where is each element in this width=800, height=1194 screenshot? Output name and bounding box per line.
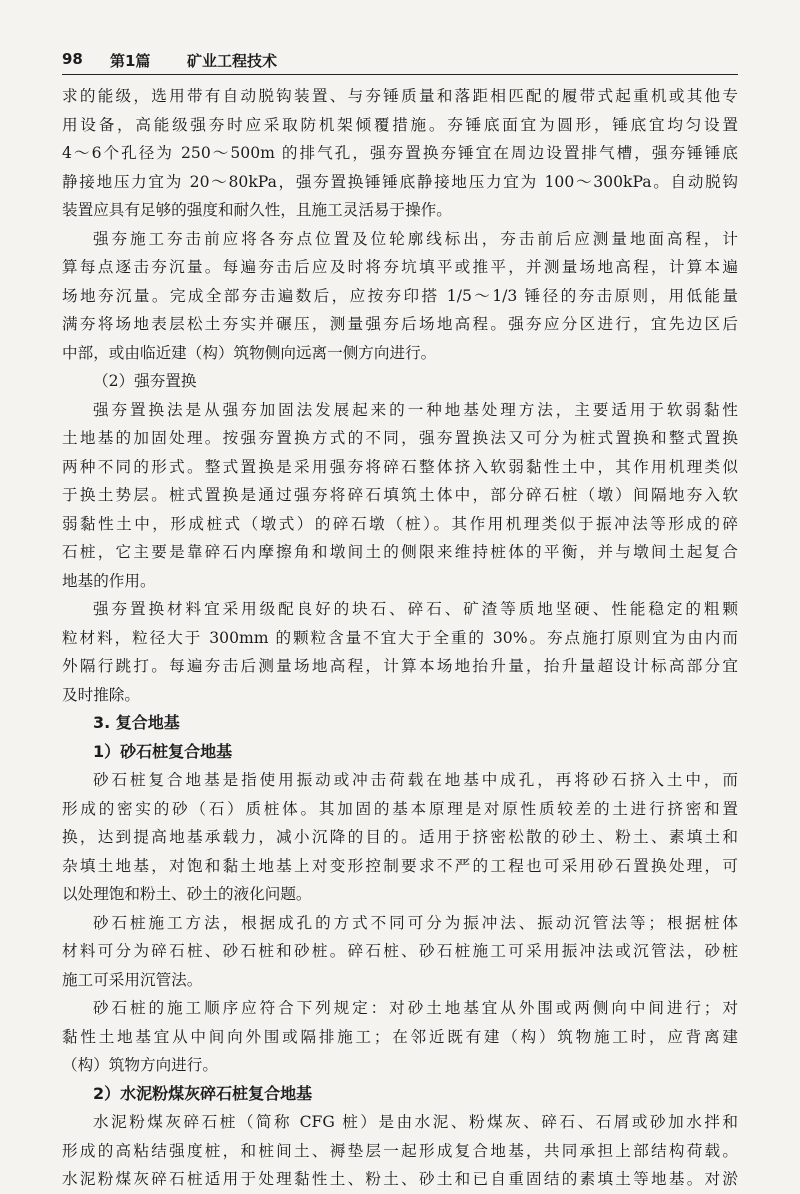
paragraph-line: 形成的高粘结强度桩，和桩间土、褥垫层一起形成复合地基，共同承担上部结构荷载。	[62, 1141, 738, 1160]
paragraph-line: 及时推除。	[62, 685, 140, 704]
paragraph-line: 中部，或由临近建（构）筑物侧向远离一侧方向进行。	[62, 343, 437, 362]
page-number: 98	[62, 50, 83, 68]
subsection-heading: （2）强夯置换	[93, 372, 197, 390]
chapter-label: 第1篇	[110, 52, 151, 70]
page-body	[62, 82, 738, 1194]
paragraph-line: 石桩，它主要是靠碎石内摩擦角和墩间土的侧限来维持桩体的平衡，并与墩间土起复合	[62, 543, 738, 561]
paragraph-line: 换，达到提高地基承载力，减小沉降的目的。适用于挤密松散的砂土、粉土、素填土和	[62, 828, 738, 846]
paragraph-line: 以处理饱和粉土、砂土的液化问题。	[62, 885, 312, 903]
paragraph-line: 场地夯沉量。完成全部夯击遍数后，应按夯印搭 1/5～1/3 锤径的夯击原则，用低能量	[62, 286, 738, 305]
paragraph-line: 强夯施工夯击前应将各夯点位置及位轮廓线标出，夯击前后应测量地面高程，计	[93, 229, 738, 248]
paragraph-line: 强夯置换法是从强夯加固法发展起来的一种地基处理方法，主要适用于软弱黏性	[93, 400, 738, 419]
paragraph-line: 外隔行跳打。每遍夯击后测量场地高程，计算本场地抬升量，抬升量超设计标高部分宜	[62, 657, 738, 675]
paragraph-line: 杂填土地基，对饱和黏土地基上对变形控制要求不严的工程也可采用砂石置换处理，可	[62, 856, 738, 875]
paragraph-line: 于换土势层。桩式置换是通过强夯将碎石填筑土体中，部分碎石桩（墩）间隔地夯入软	[62, 486, 738, 504]
paragraph-line: 水泥粉煤灰碎石桩适用于处理黏性土、粉土、砂土和已自重固结的素填土等地基。对淤	[62, 1170, 738, 1188]
paragraph-line: 砂石桩施工方法，根据成孔的方式不同可分为振冲法、振动沉管法等；根据桩体	[93, 913, 738, 932]
paragraph-line: 水泥粉煤灰碎石桩（简称 CFG 桩）是由水泥、粉煤灰、碎石、石屑或砂加水拌和	[93, 1113, 738, 1131]
paragraph-line: 强夯置换材料宜采用级配良好的块石、碎石、矿渣等质地坚硬、性能稳定的粗颗	[93, 600, 738, 618]
paragraph-line: 地基的作用。	[62, 571, 156, 590]
paragraph-line: 材料可分为碎石桩、砂石桩和砂桩。碎石桩、砂石桩施工可采用振冲法或沉管法，砂桩	[62, 942, 738, 960]
paragraph-line: 4～6个孔径为 250～500m 的排气孔，强夯置换夯锤宜在周边设置排气槽，强夯锤锤底	[62, 144, 738, 162]
paragraph-line: 静接地压力宜为 20～80kPa，强夯置换锤锤底静接地压力宜为 100～300kPa。自动脱钩	[62, 172, 738, 191]
paragraph-line: （构）筑物方向进行。	[62, 1056, 218, 1074]
paragraph-line: 粒材料，粒径大于 300mm 的颗粒含量不宜大于全重的 30%。夯点施打原则宜为由内而	[62, 628, 738, 647]
paragraph-line: 装置应具有足够的强度和耐久性，且施工灵活易于操作。	[62, 201, 452, 219]
paragraph-line: 满夯将场地表层松土夯实并碾压，测量强夯后场地高程。强夯应分区进行，宜先边区后	[62, 315, 738, 333]
section-heading: 2）水泥粉煤灰碎石桩复合地基	[93, 1083, 313, 1103]
paragraph-line: 求的能级，选用带有自动脱钩装置、与夯锤质量和落距相匹配的履带式起重机或其他专	[62, 87, 738, 105]
paragraph-line: 形成的密实的砂（石）质桩体。其加固的基本原理是对原性质较差的土进行挤密和置	[62, 799, 738, 818]
paragraph-line: 砂石桩复合地基是指使用振动或冲击荷载在地基中成孔，再将砂石挤入土中，而	[93, 771, 738, 789]
paragraph-line: 黏性土地基宜从中间向外围或隔排施工；在邻近既有建（构）筑物施工时，应背离建	[62, 1027, 738, 1046]
section-heading: 1）砂石桩复合地基	[93, 741, 233, 761]
paragraph-line: 施工可采用沉管法。	[62, 970, 203, 989]
paragraph-line: 土地基的加固处理。按强夯置换方式的不同，强夯置换法又可分为桩式置换和整式置换	[62, 429, 738, 447]
paragraph-line: 砂石桩的施工顺序应符合下列规定：对砂土地基宜从外围或两侧向中间进行；对	[93, 999, 738, 1017]
chapter-title: 矿业工程技术	[187, 52, 278, 70]
paragraph-line: 算每点逐击夯沉量。每遍夯击后应及时将夯坑填平或推平，并测量场地高程，计算本遍	[62, 258, 738, 276]
paragraph-line: 两种不同的形式。整式置换是采用强夯将碎石整体挤入软弱黏性土中，其作用机理类似	[62, 457, 738, 476]
section-heading: 3. 复合地基	[93, 713, 180, 732]
paragraph-line: 用设备，高能级强夯时应采取防机架倾覆措施。夯锤底面宜为圆形，锤底宜均匀设置	[62, 115, 738, 134]
paragraph-line: 弱黏性土中，形成桩式（墩式）的碎石墩（桩）。其作用机理类似于振冲法等形成的碎	[62, 514, 738, 533]
page-header	[62, 44, 738, 75]
